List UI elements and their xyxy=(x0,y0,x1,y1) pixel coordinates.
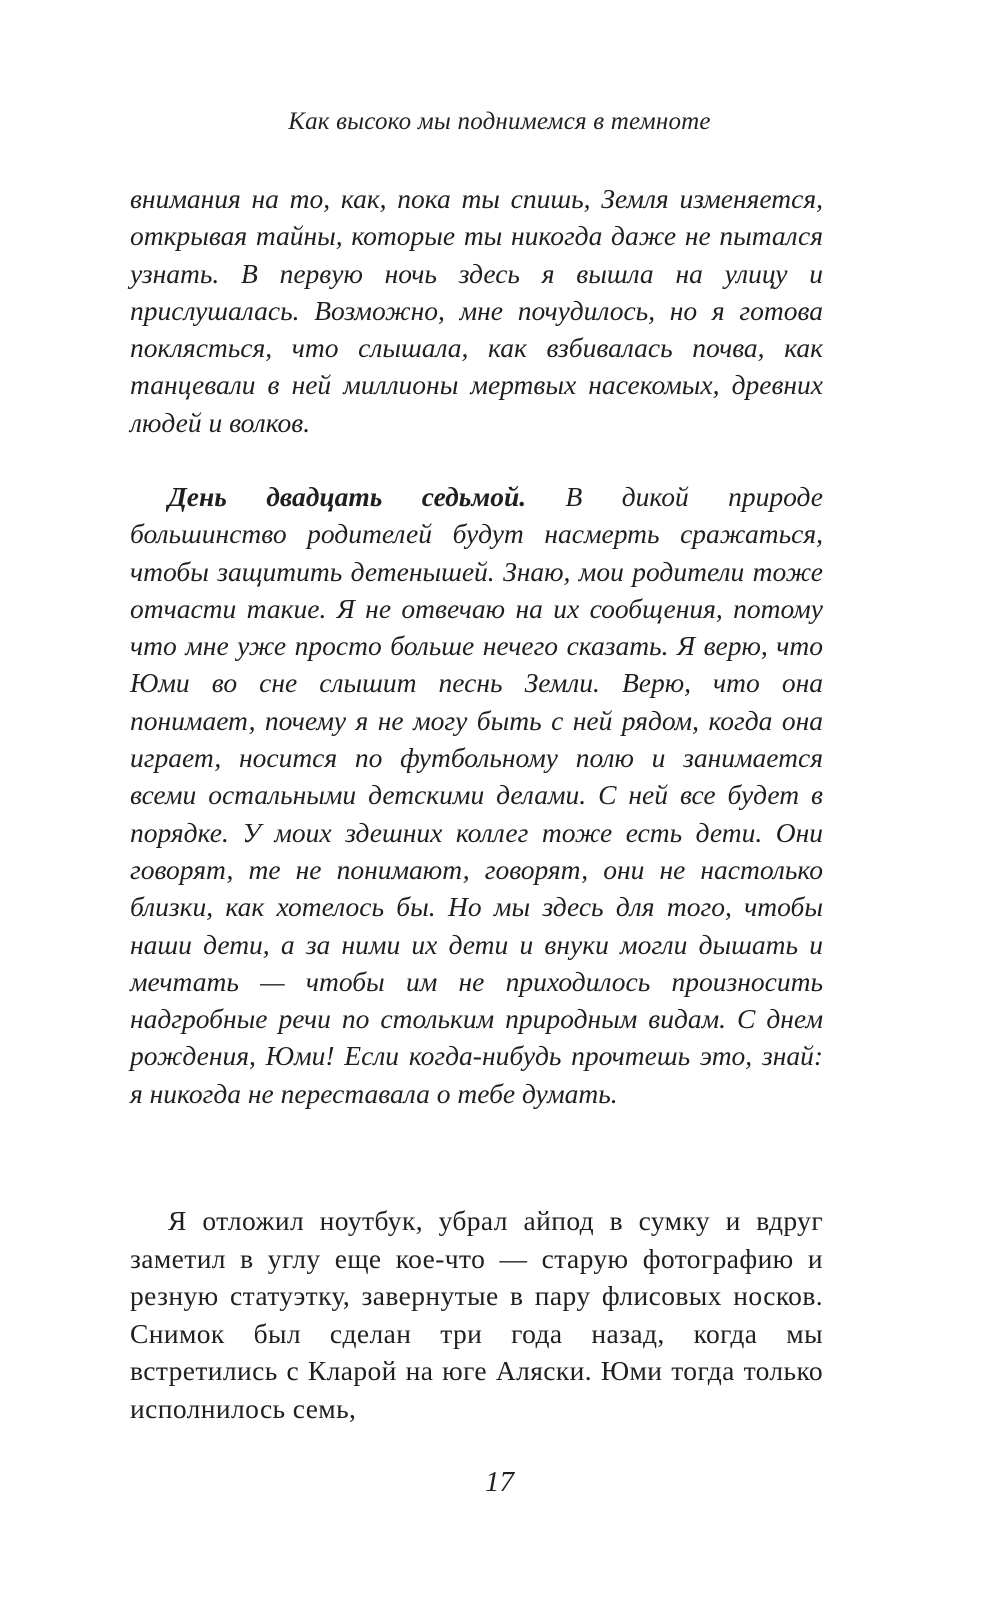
diary-entry-text: В дикой природе большинство родителей будут насмерть сражаться, чтобы защитить детенышей. Знаю, мои родители тоже отчасти такие. Я не отвечаю на их сообщения, потому что мне уже просто больше нечего сказать. Я верю, что Юми во сне слышит песнь Земли. Верю, что она понимает, почему я не могу быть с ней рядом, когда она играет, носится по футбольному полю и занимается всеми остальными детскими делами. С ней все будет в порядке. У моих здешних коллег тоже есть дети. Они говорят, те не понимают, говорят, они не настолько близки, как хотелось бы. Но мы здесь для того, чтобы наши дети, а за ними их дети и внуки могли дышать и мечтать — чтобы им не приходилось произносить надгробные речи по стольким природным видам. С днем рождения, Юми! Если когда-нибудь прочтешь это, знай: я никогда не переставала о тебе думать. xyxy=(130,481,824,1109)
diary-entry-heading: День двадцать седьмой. xyxy=(168,481,527,512)
running-head-title: Как высоко мы поднимемся в темноте xyxy=(288,108,711,135)
narrative-paragraph: Я отложил ноутбук, убрал айпод в сумку и вдруг заметил в углу еще кое-что — старую фотографию и резную статуэтку, завернутые в пару флисовых носков. Снимок был сделан три года назад, когда мы встретились с Кларой на юге Аляски. Юми тогда только исполнилось семь, xyxy=(130,1205,823,1424)
page-number: 17 xyxy=(485,1466,514,1498)
diary-entry-day-27 xyxy=(130,478,823,1112)
diary-paragraph-continued: внимания на то, как, пока ты спишь, Земля изменяется, открывая тайны, которые ты никогда даже не пытался узнать. В первую ночь здесь я вышла на улицу и прислушалась. Возможно, мне почудилось, но я готова поклясться, что слышала, как взбивалась почва, как танцевали в ней миллионы мертвых насекомых, древних людей и волков. xyxy=(130,183,823,438)
